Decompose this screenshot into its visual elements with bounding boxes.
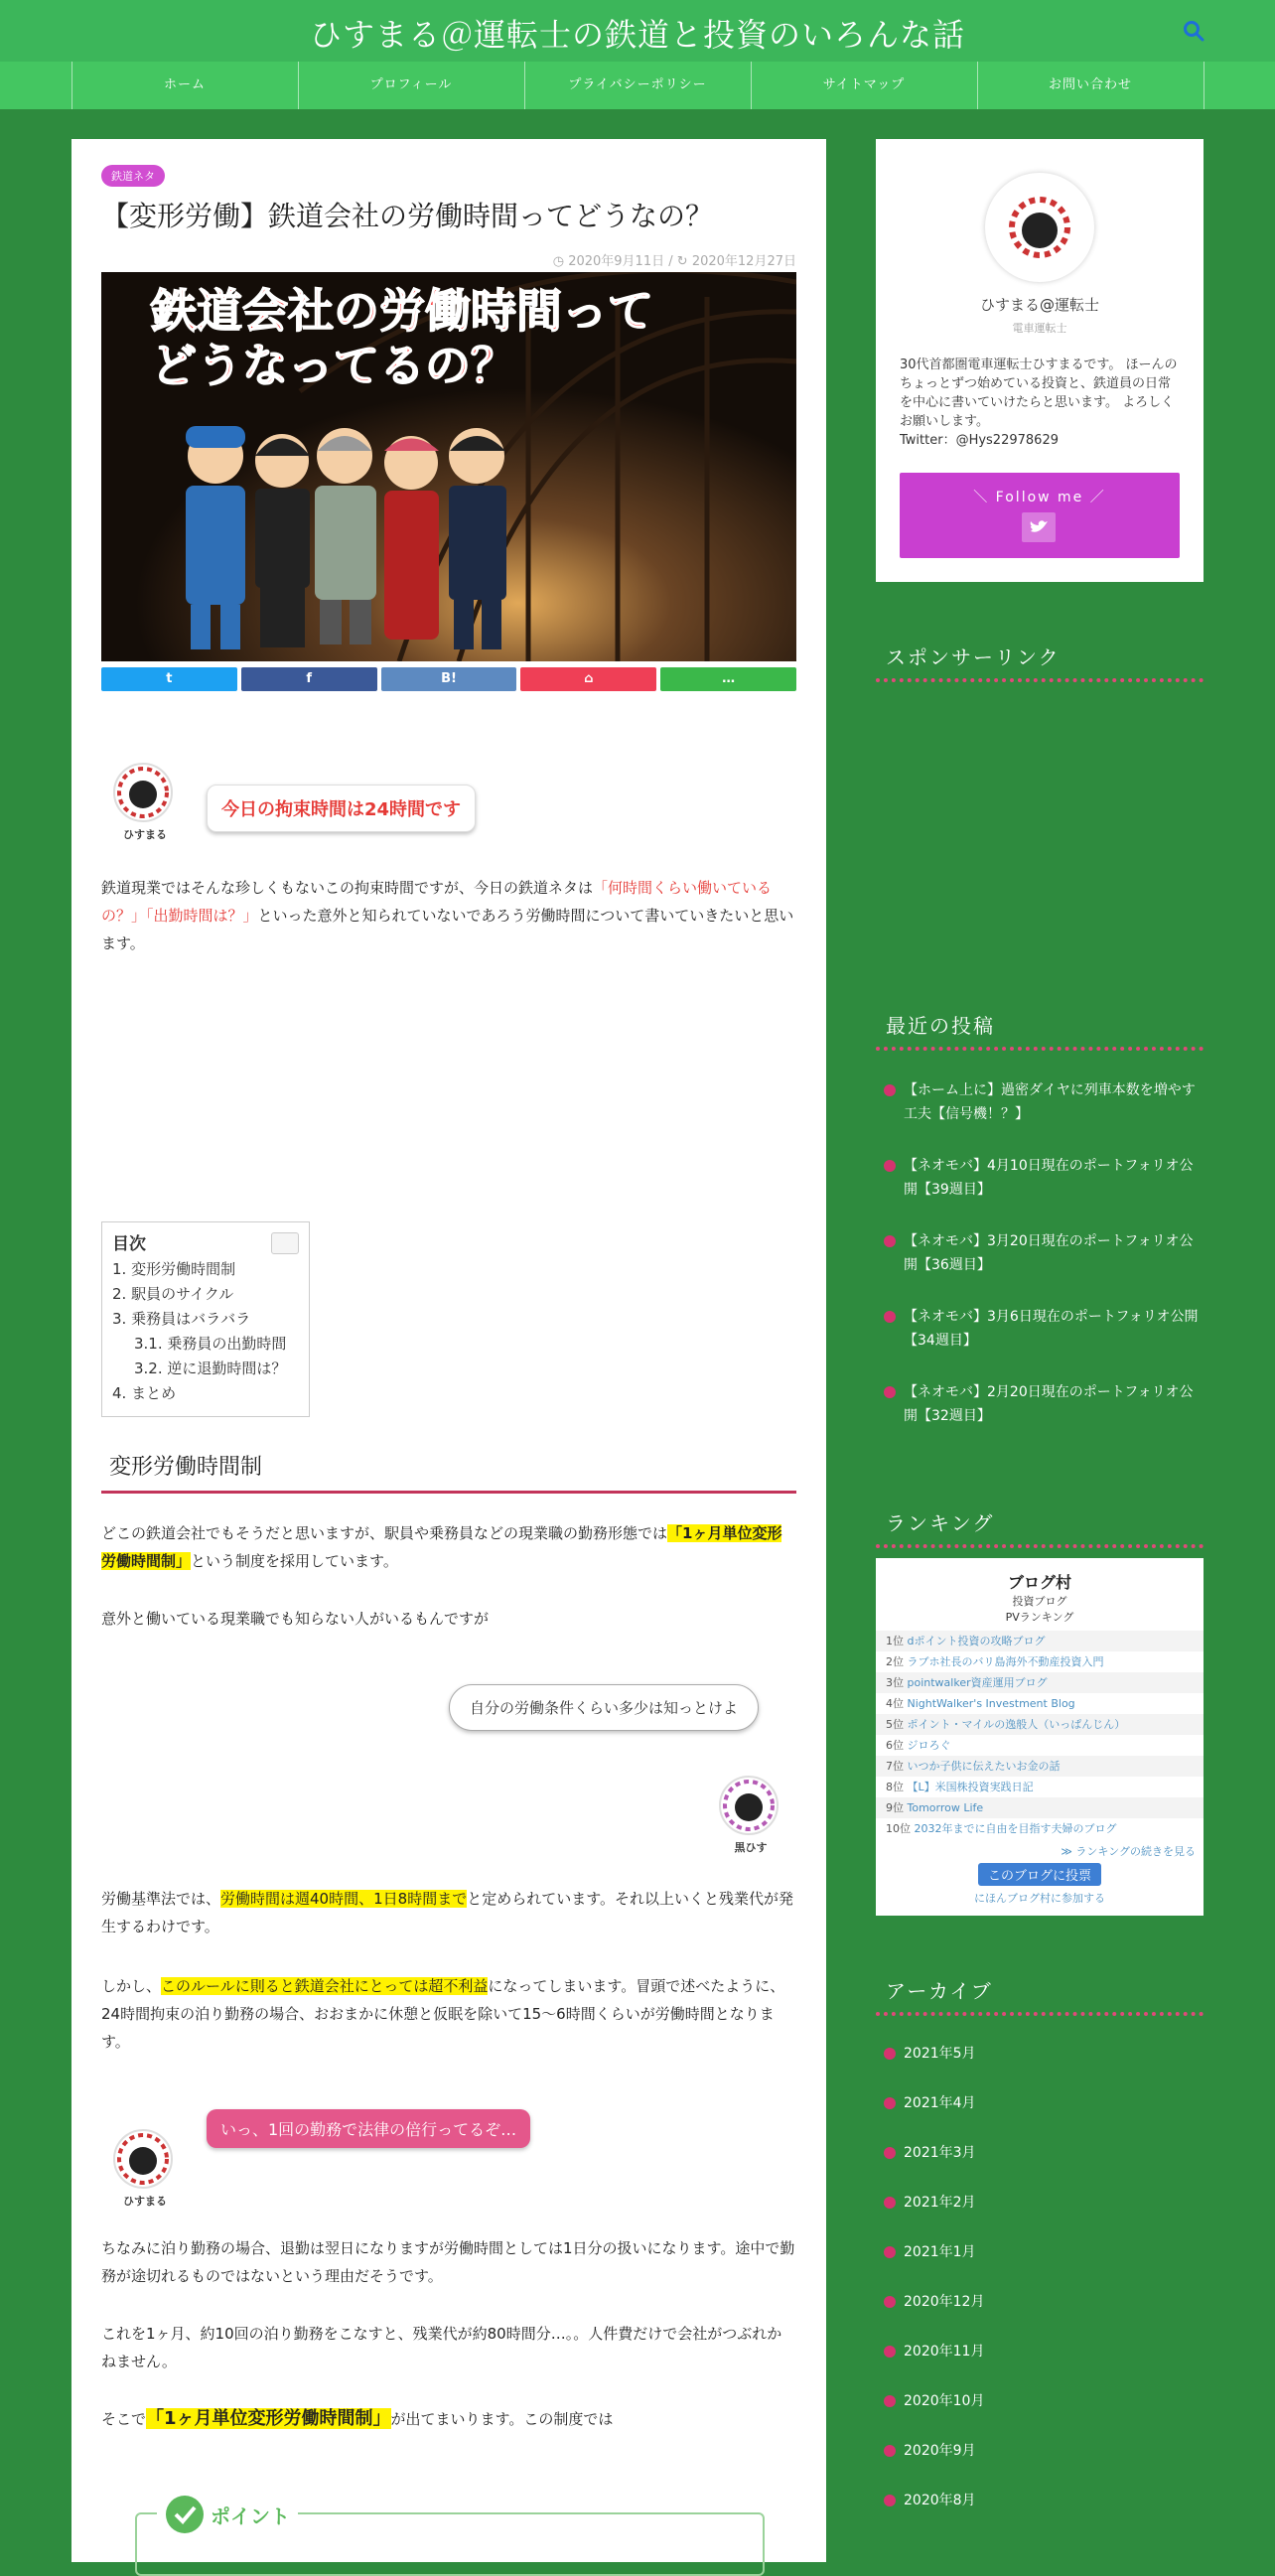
twitter-follow-icon[interactable]	[1022, 512, 1056, 542]
ranking-row[interactable]: 4位 NightWalker's Investment Blog	[886, 1697, 1075, 1710]
profile-widget	[876, 139, 1204, 582]
search-icon[interactable]	[1182, 19, 1205, 43]
eyecatch-text-1: 鉄道会社の労働時間って	[151, 284, 653, 338]
nav-profile[interactable]: プロフィール	[298, 62, 524, 109]
paragraph-2: どこの鉄道会社でもそうだと思いますが、駅員や乗務員などの現業職の勤務形態では「1ヶ月単位変形労働時間制」という制度を採用しています。	[101, 1524, 782, 1570]
archive-link[interactable]: 2021年4月	[876, 2093, 1204, 2143]
speaker-1	[113, 763, 177, 842]
profile-text: 30代首都圏電車運転士ひすまるです。 ほーんのちょっとずつ始めている投資と、鉄道員の日常を中心に書いていけたらと思います。 よろしくお願いします。 Twitter：@Hys22978629	[900, 358, 1178, 448]
ranking-more-link[interactable]: ≫ ランキングの続きを見る	[1061, 1845, 1196, 1858]
eyecatch-text-2: どうなってるの？	[151, 339, 516, 392]
nav-contact[interactable]: お問い合わせ	[977, 62, 1204, 109]
toc-item[interactable]: 1. 変形労働時間制	[112, 1260, 236, 1278]
point-box	[135, 2504, 765, 2576]
recent-post-link[interactable]: 【ネオモバ】2月20日現在のポートフォリオ公開【32週目】	[876, 1372, 1204, 1448]
archive-link[interactable]: 2021年5月	[876, 2044, 1204, 2093]
paragraph-6: ちなみに泊り勤務の場合、退勤は翌日になりますが労働時間としては1日分の扱いになります。途中で勤務が途切れるものではないという理由だそうです。	[101, 2239, 795, 2285]
blogmura-logo[interactable]: ブログ村	[1007, 1573, 1071, 1592]
paragraph-4: 労働基準法では、労働時間は週40時間、1日8時間までと定められています。それ以上いくと残業代が発生するわけです。	[101, 1890, 794, 1935]
ranking-row[interactable]: 2位 ラブホ社長のバリ島海外不動産投資入門	[886, 1655, 1104, 1668]
archive-link[interactable]: 2020年10月	[876, 2391, 1204, 2441]
follow-label: ＼ Follow me ／	[973, 490, 1106, 505]
speaker-name: ひすまる	[123, 2195, 167, 2208]
table-of-contents	[101, 1221, 310, 1417]
recent-post-link[interactable]: 【ホーム上に】過密ダイヤに列車本数を増やす工夫【信号機！？】	[876, 1071, 1204, 1146]
recent-post-link[interactable]: 【ネオモバ】3月6日現在のポートフォリオ公開【34週目】	[876, 1297, 1204, 1372]
share-hatena-button[interactable]: B!	[381, 667, 517, 691]
article-main	[71, 139, 826, 2562]
ranking-row[interactable]: 9位 Tomorrow Life	[876, 1797, 1204, 1818]
archive-list	[876, 2044, 1204, 2540]
date-published: 2020年9月11日	[568, 254, 665, 269]
toc-toggle-icon[interactable]	[271, 1232, 299, 1254]
speaker-name: ひすまる	[123, 828, 167, 841]
ranking-row[interactable]: 1位 dポイント投資の攻略ブログ	[876, 1631, 1204, 1651]
nav-home[interactable]: ホーム	[71, 62, 298, 109]
avatar	[113, 2129, 173, 2189]
ranking-row[interactable]: 7位 いつか子供に伝えたいお金の話	[876, 1756, 1204, 1777]
toc-item[interactable]: 3.2. 逆に退勤時間は？	[134, 1360, 287, 1377]
archive-link[interactable]: 2020年11月	[876, 2342, 1204, 2391]
archive-link[interactable]: 2021年2月	[876, 2193, 1204, 2242]
profile-avatar	[985, 173, 1094, 282]
toc-title: 目次	[112, 1234, 146, 1254]
nav-sitemap[interactable]: サイトマップ	[751, 62, 977, 109]
global-nav	[0, 62, 1275, 109]
avatar	[113, 763, 173, 822]
avatar	[719, 1776, 779, 1835]
archive-link[interactable]: 2021年1月	[876, 2242, 1204, 2292]
site-header	[0, 0, 1275, 62]
archive-title: アーカイブ	[876, 1975, 1204, 2016]
recent-posts-list	[876, 1071, 1204, 1448]
date-updated: 2020年12月27日	[691, 254, 796, 269]
nav-privacy[interactable]: プライバシーポリシー	[524, 62, 751, 109]
speech-bubble: いっ、1回の勤務で法律の倍行ってるぞ…	[207, 2109, 530, 2148]
point-label: ポイント	[157, 2495, 298, 2534]
toc-item[interactable]: 3.1. 乗務員の出勤時間	[134, 1335, 287, 1353]
post-title: 【変形労働】鉄道会社の労働時間ってどうなの？	[101, 200, 714, 232]
paragraph-7: これを1ヶ月、約10回の泊り勤務をこなすと、残業代が約80時間分…。。人件費だけで会社がつぶれかねません。	[101, 2325, 782, 2370]
archive-link[interactable]: 2020年12月	[876, 2292, 1204, 2342]
paragraph-3: 意外と働いている現業職でも知らない人がいるもんですが	[101, 1610, 490, 1628]
speaker-3	[113, 2129, 177, 2209]
paragraph-1: 鉄道現業ではそんな珍しくもないこの拘束時間ですが、今日の鉄道ネタは「何時間くらい働いているの？」「出勤時間は？」といった意外と知られていないであろう労働時間について書いていきたいと思います。	[101, 879, 794, 952]
sponsor-title: スポンサーリンク	[876, 642, 1204, 682]
ranking-sub2: PVランキング	[1005, 1611, 1074, 1624]
ranking-list	[876, 1631, 1204, 1839]
profile-role: 電車運転士	[1012, 322, 1067, 335]
archive-link[interactable]: 2020年8月	[876, 2491, 1204, 2540]
paragraph-5: しかし、このルールに則ると鉄道会社にとっては超不利益になってしまいます。冒頭で述べたように、24時間拘束の泊り勤務の場合、おおまかに休憩と仮眠を除いて15～6時間くらいが労働時間となります。	[101, 1977, 785, 2051]
ranking-sub1: 投資ブログ	[1012, 1595, 1067, 1608]
profile-name: ひすまる@運転士	[979, 296, 1099, 314]
share-buttons	[101, 667, 796, 691]
share-twitter-button[interactable]: t	[101, 667, 237, 691]
follow-box	[900, 473, 1180, 558]
ranking-row[interactable]: 3位 pointwalker資産運用ブログ	[876, 1672, 1204, 1693]
share-facebook-button[interactable]: f	[241, 667, 377, 691]
join-link[interactable]: にほんブログ村に参加する	[974, 1892, 1105, 1905]
check-icon	[165, 2495, 205, 2534]
archive-link[interactable]: 2020年9月	[876, 2441, 1204, 2491]
refresh-icon: ↻	[676, 254, 688, 269]
site-title[interactable]: ひすまる＠運転士の鉄道と投資のいろんな話	[309, 16, 965, 54]
share-line-button[interactable]: …	[660, 667, 796, 691]
date-separator: /	[668, 254, 673, 269]
ranking-title: ランキング	[876, 1507, 1204, 1548]
ranking-row[interactable]: 6位 ジロろぐ	[886, 1739, 951, 1752]
category-badge[interactable]: 鉄道ネタ	[101, 165, 165, 187]
toc-item[interactable]: 2. 駅員のサイクル	[112, 1285, 234, 1303]
recent-posts-title: 最近の投稿	[876, 1010, 1204, 1051]
toc-item[interactable]: 4. まとめ	[112, 1384, 177, 1402]
ranking-row[interactable]: 5位 ポイント・マイルの逸般人（いっぱんじん）	[876, 1714, 1204, 1735]
recent-post-link[interactable]: 【ネオモバ】3月20日現在のポートフォリオ公開【36週目】	[876, 1221, 1204, 1297]
post-dates	[553, 250, 796, 269]
paragraph-8: そこで「1ヶ月単位変形労働時間制」が出てまいります。この制度では	[101, 2408, 614, 2429]
toc-item[interactable]: 3. 乗務員はバラバラ	[112, 1310, 251, 1328]
clock-icon: ◷	[552, 254, 565, 269]
speaker-name: 黒ひす	[734, 1841, 768, 1854]
vote-button[interactable]: このブログに投票	[978, 1863, 1101, 1886]
ranking-row[interactable]: 8位 【L】米国株投資実践日記	[886, 1781, 1034, 1793]
share-pocket-button[interactable]: ⌂	[520, 667, 656, 691]
archive-link[interactable]: 2021年3月	[876, 2143, 1204, 2193]
eyecatch-image	[101, 272, 796, 661]
recent-post-link[interactable]: 【ネオモバ】4月10日現在のポートフォリオ公開【39週目】	[876, 1146, 1204, 1221]
speech-bubble: 今日の拘束時間は24時間です	[207, 785, 476, 832]
speaker-2	[719, 1776, 782, 1855]
speech-bubble: 自分の労働条件くらい多少は知っとけよ	[449, 1684, 759, 1731]
ranking-widget	[876, 1558, 1204, 1916]
section-heading: 変形労働時間制	[101, 1450, 796, 1494]
sidebar	[876, 139, 1204, 2540]
ranking-row[interactable]: 10位 2032年までに自由を目指す夫婦のブログ	[886, 1822, 1117, 1835]
